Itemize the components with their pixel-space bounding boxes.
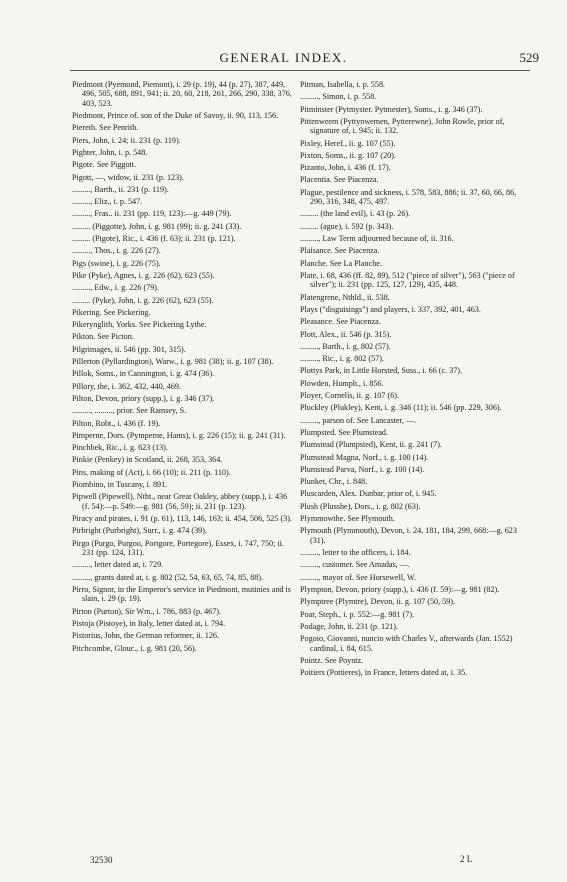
index-entry: Pleasance. See Piacenza. <box>300 317 381 327</box>
index-entry: Poitiers (Pottieres), in France, letters dated at, i. 35. <box>300 668 468 678</box>
index-entry: Pistorius, John, the German reformer, ii. 126. <box>72 631 220 641</box>
index-entry: Pins, making of (Act), i. 66 (10); ii. 211 (p. 110). <box>72 467 231 477</box>
index-entry: Platengrene, Nthld., ii. 538. <box>300 292 390 302</box>
left-column <box>72 80 292 656</box>
index-entry: Piedmont (Pyemond, Piemont), i. 29 (p. 19), 44 (p. 27), 387, 449, 496, 505, 688, 891, 941; ii. 20, 60, 218, 261, 266, 290, 338, 376, 403, 523. <box>72 80 292 108</box>
index-entry: Pikerynglith, Yorks. See Pickering Lythe. <box>72 320 207 330</box>
index-entry: Plymmowthe. See Plymouth. <box>300 514 395 524</box>
index-entry: ........., Ric., i. g. 802 (57). <box>300 354 384 364</box>
index-entry: Plumstead Magna, Norf., i. g. 100 (14). <box>300 452 429 462</box>
index-entry: Pike (Pyke), Agnes, i. g. 226 (62), 623 (55). <box>72 270 215 280</box>
index-entry: Plowden, Humph., i. 856. <box>300 378 384 388</box>
index-entry: Ployer, Cornelis, ii. g. 107 (6). <box>300 391 399 401</box>
index-entry: Pilgrimages, ii. 546 (pp. 301, 315). <box>72 344 186 354</box>
index-entry: Plott, Alex., ii. 546 (p. 315). <box>300 329 392 339</box>
index-entry: Piombino, in Tuscany, i. 891. <box>72 480 168 490</box>
index-entry: Pitminster (Pytmyster. Pytmester), Soms., i. g. 346 (37). <box>300 104 483 114</box>
index-entry: Pointz. See Poyntz. <box>300 655 364 665</box>
index-entry: Pipwell (Pipewell), Ntht., near Great Oakley, abbey (supp.), i. 436 (f. 54):—p. 549:—g. 981 (56, 59); ii. 231 (p. 123). <box>72 492 288 511</box>
index-entry: Piereth. See Penrith. <box>72 123 139 133</box>
index-entry: ........., Barth., ii. 231 (p. 119). <box>72 184 169 194</box>
index-entry: Piedmont, Prince of. son of the Duke of Savoy, ii. 90, 113, 156. <box>72 111 279 121</box>
index-entry: ........., parson of. See Lancaster, —. <box>300 415 417 425</box>
index-entry: Placentia. See Piacenza. <box>300 175 379 185</box>
index-entry: Piers, John, i. 24; ii. 231 (p. 119). <box>72 135 181 145</box>
index-entry: Plymptree (Plymtre), Devon, ii. g. 107 (50, 59). <box>300 597 456 607</box>
index-entry: Pilton, Robt., i. 436 (f. 19). <box>72 418 161 428</box>
index-entry: Pikering. See Pickering. <box>72 307 151 317</box>
index-entry: Pighter, John, i. p. 548. <box>72 148 148 157</box>
index-entry: Plymouth (Plymmouth), Devon, i. 24, 181, 184, 299, 668:—g. 623 (31). <box>300 526 517 545</box>
index-entry: Pirton (Purton), Sir Wm., i. 786, 883 (p. 467). <box>72 606 222 616</box>
index-entry: ......... (Pyke), John, i. g. 226 (62), 623 (55). <box>72 295 214 305</box>
index-entry: ......... (the land evil), i. 43 (p. 26). <box>300 209 411 219</box>
index-entry: Plate, i. 68, 436 (ff. 82, 89), 512 ("piece of silver"), 563 ("piece of silver"); ii. 231 (pp. 125, 127, 129), 435, 448. <box>300 270 515 290</box>
index-entry: ........., mayor of. See Horsewell, W. <box>300 572 416 582</box>
index-entry: Pillerton (Pyllardington), Warw., i. g. 981 (38); ii. g. 107 (38). <box>72 357 274 367</box>
index-entry: Pinchbek, Ric., i. g. 623 (13). <box>72 443 168 453</box>
index-entry: ........., grants dated at, i. g. 802 (52, 54, 63, 65, 74, 85, 88). <box>72 572 264 582</box>
running-title: GENERAL INDEX. <box>219 50 348 65</box>
index-entry: Pigs (swine), i. g. 226 (75). <box>72 258 161 268</box>
signature-mark: 32530 <box>90 855 113 865</box>
index-entry: Podage, John, ii. 231 (p. 121). <box>300 621 398 631</box>
index-entry: Pizanto, John, i. 436 (f. 17). <box>300 163 391 173</box>
index-entry: Plumpsted. See Plumstead. <box>300 427 389 437</box>
index-entry: Pistoja (Pistoye), in Italy, letter dated at, i. 794. <box>72 618 226 628</box>
index-entry: Plush (Plusshe), Dors., i. g. 802 (63). <box>300 501 421 511</box>
index-entry: ........., Eliz., i. p. 547. <box>72 197 143 207</box>
index-entry: ........., Fras.. ii. 231 (pp. 119, 123):—g. 449 (79). <box>72 209 232 219</box>
index-entry: ......... (Piggotte), John, i. g. 981 (99); ii. g. 241 (33). <box>72 221 242 231</box>
index-entry: ........., Edw., i. g. 226 (79). <box>72 283 160 293</box>
index-entry: Pogoio, Giovanni, nuncio with Charles V., afterwards (Jan. 1552) cardinal, i. 84, 615. <box>300 634 513 653</box>
index-entry: Pirgo (Purgo, Purgoo, Portgore, Portegore), Essex, i. 747, 750; ii. 231 (pp. 124, 131). <box>72 538 284 558</box>
index-entry: Plottys Park, in Little Horsted, Suss., i. 66 (c. 37). <box>300 366 463 376</box>
gathering-mark: 2 L <box>460 854 473 864</box>
index-entry: Pillory, the, i. 362, 432, 440, 469. <box>72 381 181 391</box>
index-entry: ......... (ague), i. 592 (p. 343). <box>300 221 394 231</box>
index-entry: Pigott, —, widow, ii. 231 (p. 123). <box>72 172 184 182</box>
index-entry: ........., customer. See Amadas, —. <box>300 560 410 570</box>
index-entry: ........., Thos., i. g. 226 (27). <box>72 246 161 256</box>
index-entry: Pikton. See Picton. <box>72 332 134 342</box>
index-entry: Pitchcombe, Glouc., i. g. 981 (20, 56). <box>72 643 197 653</box>
index-entry: Pirro, Signor, in the Emperor's service in Piedmont, mutinies and is slain, i. 29 (p. 19). <box>72 584 291 604</box>
index-entry: Plympton, Devon, priory (supp.), i. 436 (f. 59):—g. 981 (82). <box>300 584 500 594</box>
index-entry: Piracy and pirates, i. 91 (p. 61), 113, 146, 163; ii. 454, 506, 525 (3). <box>72 514 292 524</box>
index-entry: Pilton, Devon, priory (supp.), i. g. 346 (37). <box>72 393 215 403</box>
index-entry: ........., Simon, i. p. 558. <box>300 92 377 102</box>
index-entry: ......... (Pigote), Ric., i. 436 (f. 63); ii. 231 (p. 121). <box>72 234 236 244</box>
index-entry: Pluscarden, Alex. Dunbar, prior of, i. 945. <box>300 489 437 499</box>
index-entry: ........., Law Term adjourned because of, ii. 316. <box>300 234 454 244</box>
header-rule <box>70 70 530 71</box>
index-entry: Plaisance. See Piacenza. <box>300 246 380 256</box>
index-entry: Pigote. See Piggott. <box>72 160 137 170</box>
index-entry: Pirbright (Purbright), Surr., i. g. 474 (39). <box>72 526 207 536</box>
index-entry: Pillok, Soms., in Cannington, i. g. 474 (36). <box>72 369 215 379</box>
page-header <box>0 48 567 68</box>
index-entry: Pluckley (Plukley), Kent, i. g. 346 (11); ii. 546 (pp. 229, 306). <box>300 403 502 413</box>
index-entry: ........., letter dated at, i. 729. <box>72 560 164 570</box>
index-entry: Plumstead (Plumpsted), Kent, ii. g. 241 (7). <box>300 440 442 450</box>
index-entry: ........., Barth., i. g. 802 (57). <box>300 341 391 351</box>
index-entry: ........., ........., prior. See Ramsey, S. <box>72 406 187 416</box>
index-entry: Plumstead Parva, Norf., i. g. 100 (14). <box>300 464 425 474</box>
index-entry: Pixley, Heref., ii. g. 107 (55). <box>300 138 396 148</box>
index-entry: Plunket, Chr., i. 848. <box>300 477 368 487</box>
right-column <box>300 80 522 680</box>
index-entry: Pittenweem (Pyttynwemen, Pytterewne), John Rowle, prior of, signature of, i. 945; ii. 132. <box>300 116 505 136</box>
index-entry: Pitman, Isabella, i. p. 558. <box>300 80 386 89</box>
index-entry: Pimperne, Dors. (Pymperne, Hants), i. g. 226 (15); ii. g. 241 (31). <box>72 430 286 440</box>
index-entry: Planche. See La Planche. <box>300 258 382 268</box>
index-entry: Poar, Steph., i. p. 552:—g. 981 (7). <box>300 609 415 619</box>
page-number: 529 <box>519 50 539 65</box>
index-entry: Plague, pestilence and sickness, i. 578, 583, 886; ii. 37, 60, 66, 86, 290, 316, 348, 475, 497. <box>300 187 517 207</box>
index-entry: Pixton, Soms., ii. g. 107 (20). <box>300 150 396 160</box>
index-entry: Plays ("disguisings") and players, i. 337, 392, 401, 463. <box>300 304 481 314</box>
index-entry: Pinkie (Penkey) in Scotland, ii. 268, 353, 364. <box>72 455 223 465</box>
index-entry: ........., letter to the officers, i. 184. <box>300 548 411 558</box>
